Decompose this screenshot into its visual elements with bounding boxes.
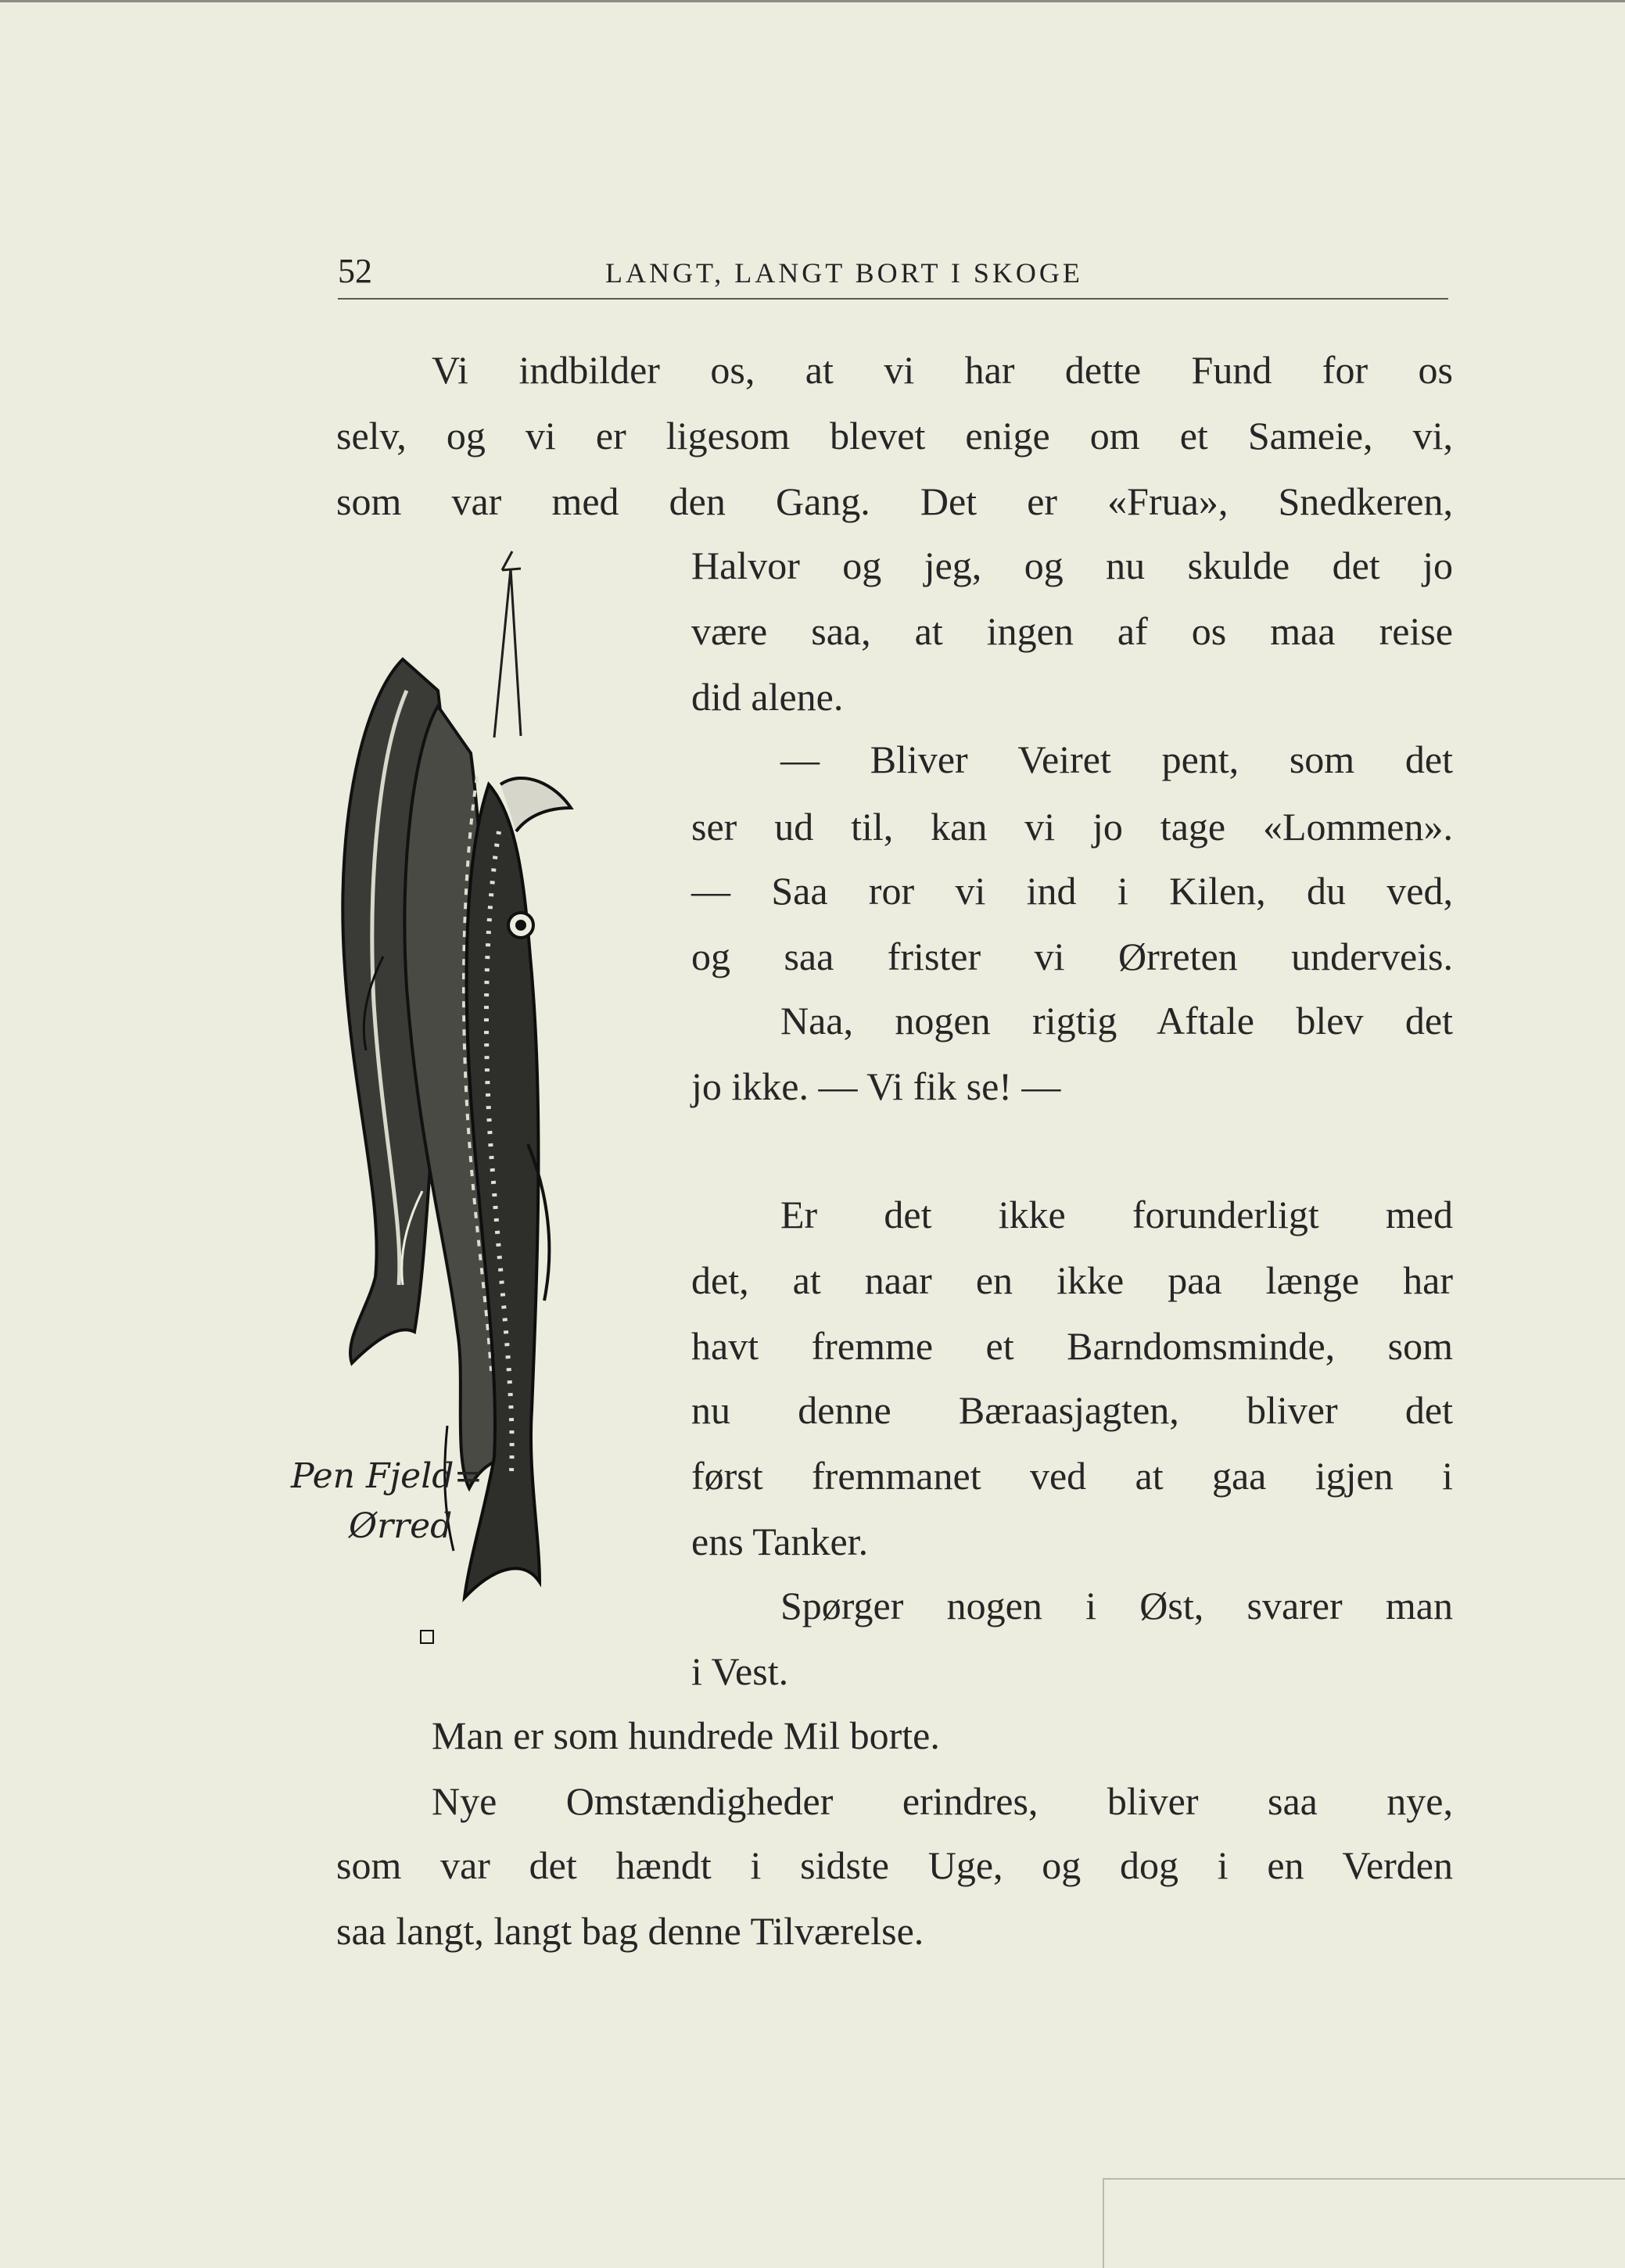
header-rule xyxy=(338,298,1448,300)
text-line: først fremmanet ved at gaa igjen i xyxy=(691,1454,1453,1498)
text-line: — Saa ror vi ind i Kilen, du ved, xyxy=(691,869,1453,913)
page-number: 52 xyxy=(338,252,372,290)
page-header xyxy=(338,251,1448,292)
text-line: selv, og vi er ligesom blevet enige om et Sameie, vi, xyxy=(336,414,1453,458)
text-line: være saa, at ingen af os maa reise xyxy=(691,609,1453,653)
running-head: LANGT, LANGT BORT I SKOGE xyxy=(605,257,1083,289)
illustration-caption-line2: Ørred xyxy=(349,1506,453,1546)
text-line: Nye Omstændigheder erindres, bliver saa nye, xyxy=(432,1779,1453,1823)
text-line: jo ikke. — Vi fik se! — xyxy=(691,1064,1061,1108)
text-line: — Bliver Veiret pent, som det xyxy=(780,737,1453,781)
text-line: havt fremme et Barndomsminde, som xyxy=(691,1324,1453,1368)
illustration-caption-line1: Pen Fjeld= xyxy=(291,1456,483,1496)
text-line: det, at naar en ikke paa længe har xyxy=(691,1258,1453,1302)
text-line: nu denne Bæraasjagten, bliver det xyxy=(691,1388,1453,1432)
text-line: Naa, nogen rigtig Aftale blev det xyxy=(780,999,1453,1042)
text-line: Er det ikke forunderligt med xyxy=(780,1193,1453,1236)
text-line: Vi indbilder os, at vi har dette Fund for os xyxy=(432,348,1453,392)
hanging-trout-drawing-icon xyxy=(289,550,641,1676)
text-line: som var det hændt i sidste Uge, og dog i en Verden xyxy=(336,1843,1453,1887)
text-line: Spørger nogen i Øst, svarer man xyxy=(780,1584,1453,1627)
scan-corner-mark xyxy=(1103,2178,1625,2268)
text-line: i Vest. xyxy=(691,1649,789,1693)
text-line: saa langt, langt bag denne Tilværelse. xyxy=(336,1909,924,1953)
text-line: did alene. xyxy=(691,675,844,719)
text-line: ens Tanker. xyxy=(691,1520,869,1563)
text-line: ser ud til, kan vi jo tage «Lommen». xyxy=(691,805,1453,849)
text-line: Halvor og jeg, og nu skulde det jo xyxy=(691,544,1453,587)
text-line: som var med den Gang. Det er «Frua», Snedkeren, xyxy=(336,479,1453,523)
text-line: og saa frister vi Ørreten underveis. xyxy=(691,935,1453,978)
text-line: Man er som hundrede Mil borte. xyxy=(432,1714,940,1757)
